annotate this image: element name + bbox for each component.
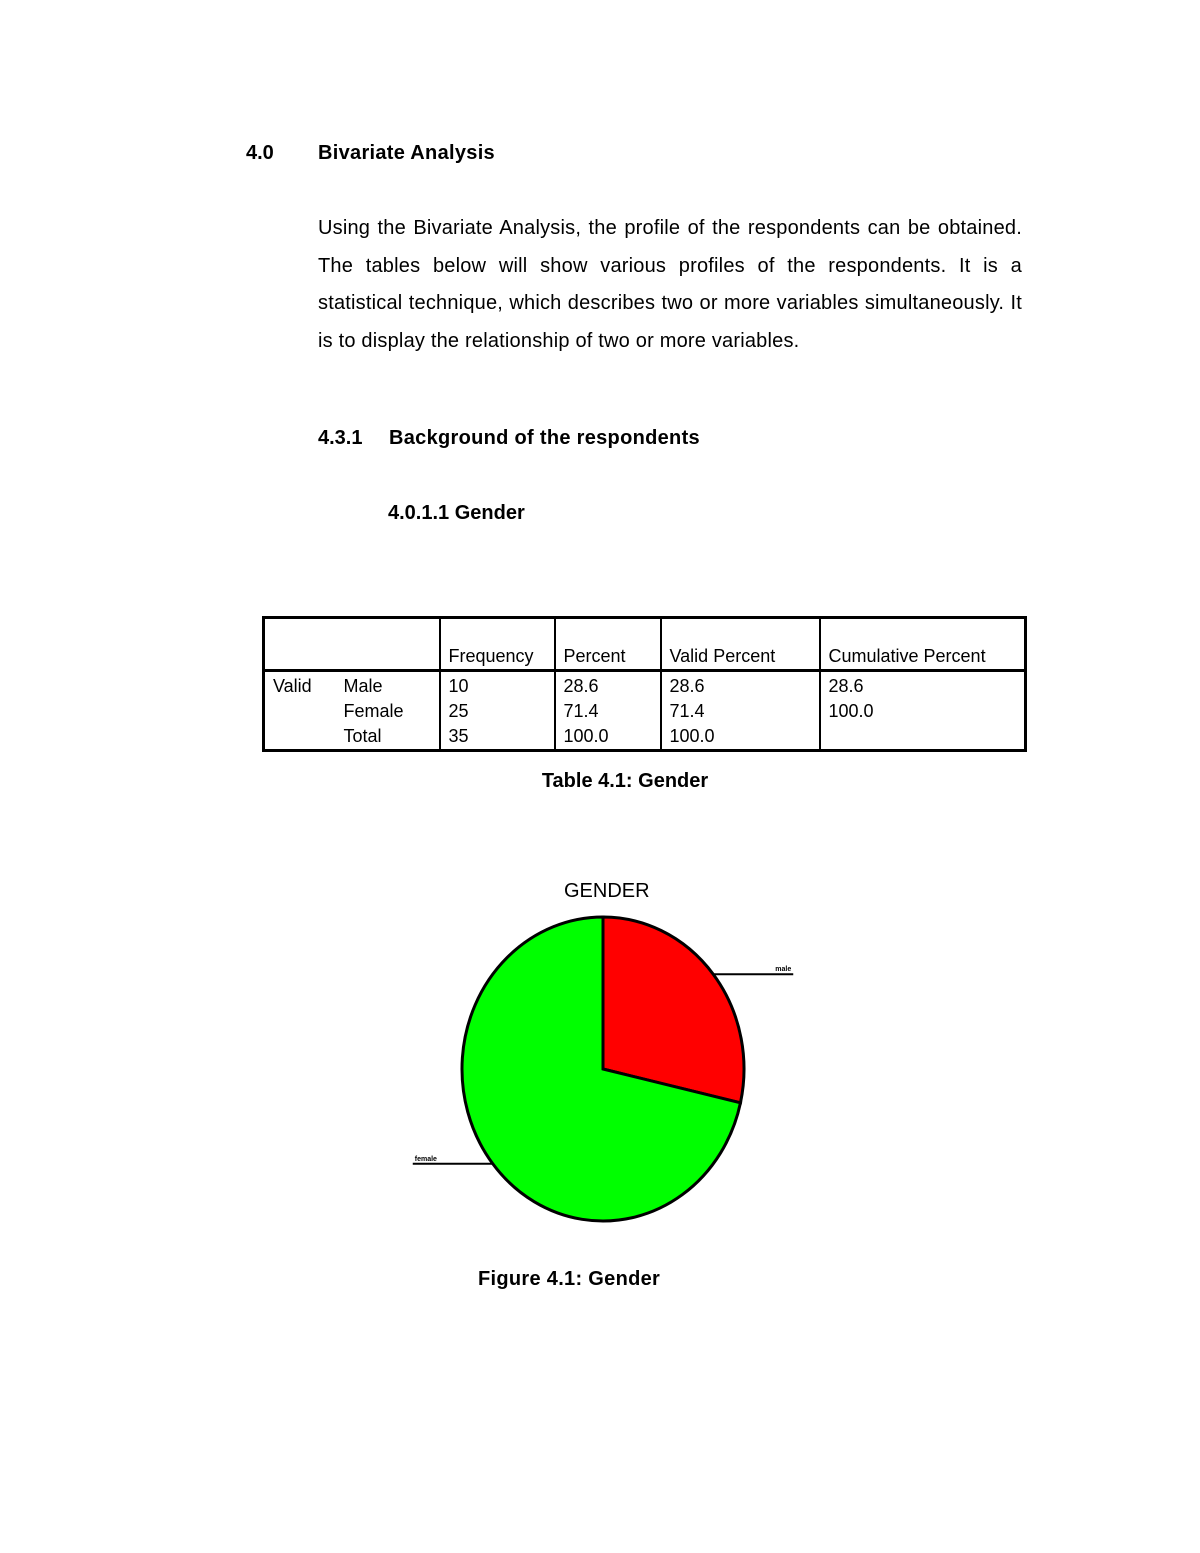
section-title: Bivariate Analysis bbox=[318, 142, 495, 164]
header-valid-percent: Valid Percent bbox=[661, 618, 820, 671]
frequency-female: 25 bbox=[448, 701, 469, 721]
pie-label-male: male bbox=[775, 966, 792, 974]
row-label-male: Male bbox=[343, 676, 383, 696]
header-frequency: Frequency bbox=[440, 618, 555, 671]
valid-percent-male: 28.6 bbox=[669, 676, 705, 696]
header-percent: Percent bbox=[555, 618, 661, 671]
section-number: 4.0 bbox=[246, 142, 274, 164]
group-label-cell bbox=[264, 671, 336, 751]
group-label: Valid bbox=[273, 676, 312, 696]
percent-cell bbox=[555, 671, 661, 751]
header-blank-2 bbox=[336, 618, 440, 671]
table-body-row bbox=[264, 671, 1026, 751]
percent-male: 28.6 bbox=[563, 676, 599, 696]
header-cumulative-percent: Cumulative Percent bbox=[820, 618, 1026, 671]
chart-title: GENDER bbox=[564, 880, 650, 902]
frequency-male: 10 bbox=[448, 676, 469, 696]
valid-percent-cell bbox=[661, 671, 820, 751]
cumulative-percent-male: 28.6 bbox=[828, 676, 864, 696]
percent-female: 71.4 bbox=[563, 701, 599, 721]
subsection-number: 4.3.1 bbox=[318, 427, 363, 449]
percent-total: 100.0 bbox=[563, 726, 609, 746]
gender-pie-chart bbox=[400, 900, 820, 1240]
header-blank-1 bbox=[264, 618, 336, 671]
subsection-title: Background of the respondents bbox=[389, 427, 700, 449]
row-labels-cell bbox=[336, 671, 440, 751]
row-label-total: Total bbox=[343, 726, 382, 746]
valid-percent-total: 100.0 bbox=[669, 726, 715, 746]
gender-frequency-table bbox=[262, 616, 1027, 752]
table-header-row bbox=[264, 618, 1026, 671]
subsubsection-title: 4.0.1.1 Gender bbox=[388, 502, 525, 524]
frequency-total: 35 bbox=[448, 726, 469, 746]
cumulative-percent-female: 100.0 bbox=[828, 701, 874, 721]
pie-label-female: female bbox=[414, 1155, 437, 1163]
valid-percent-female: 71.4 bbox=[669, 701, 705, 721]
table-caption: Table 4.1: Gender bbox=[541, 770, 709, 792]
cumulative-percent-cell bbox=[820, 671, 1026, 751]
frequency-cell bbox=[440, 671, 555, 751]
figure-caption: Figure 4.1: Gender bbox=[478, 1268, 661, 1290]
intro-paragraph: Using the Bivariate Analysis, the profile of the respondents can be obtained. The tables below will show various profiles of the respondents. It is a statistical technique, which describes two or more variables simultaneously. It is to display the relationship of two or more variables. bbox=[318, 217, 1022, 352]
row-label-female: Female bbox=[343, 701, 404, 721]
cumulative-percent-total bbox=[829, 724, 1025, 749]
pie-slices bbox=[462, 917, 744, 1221]
